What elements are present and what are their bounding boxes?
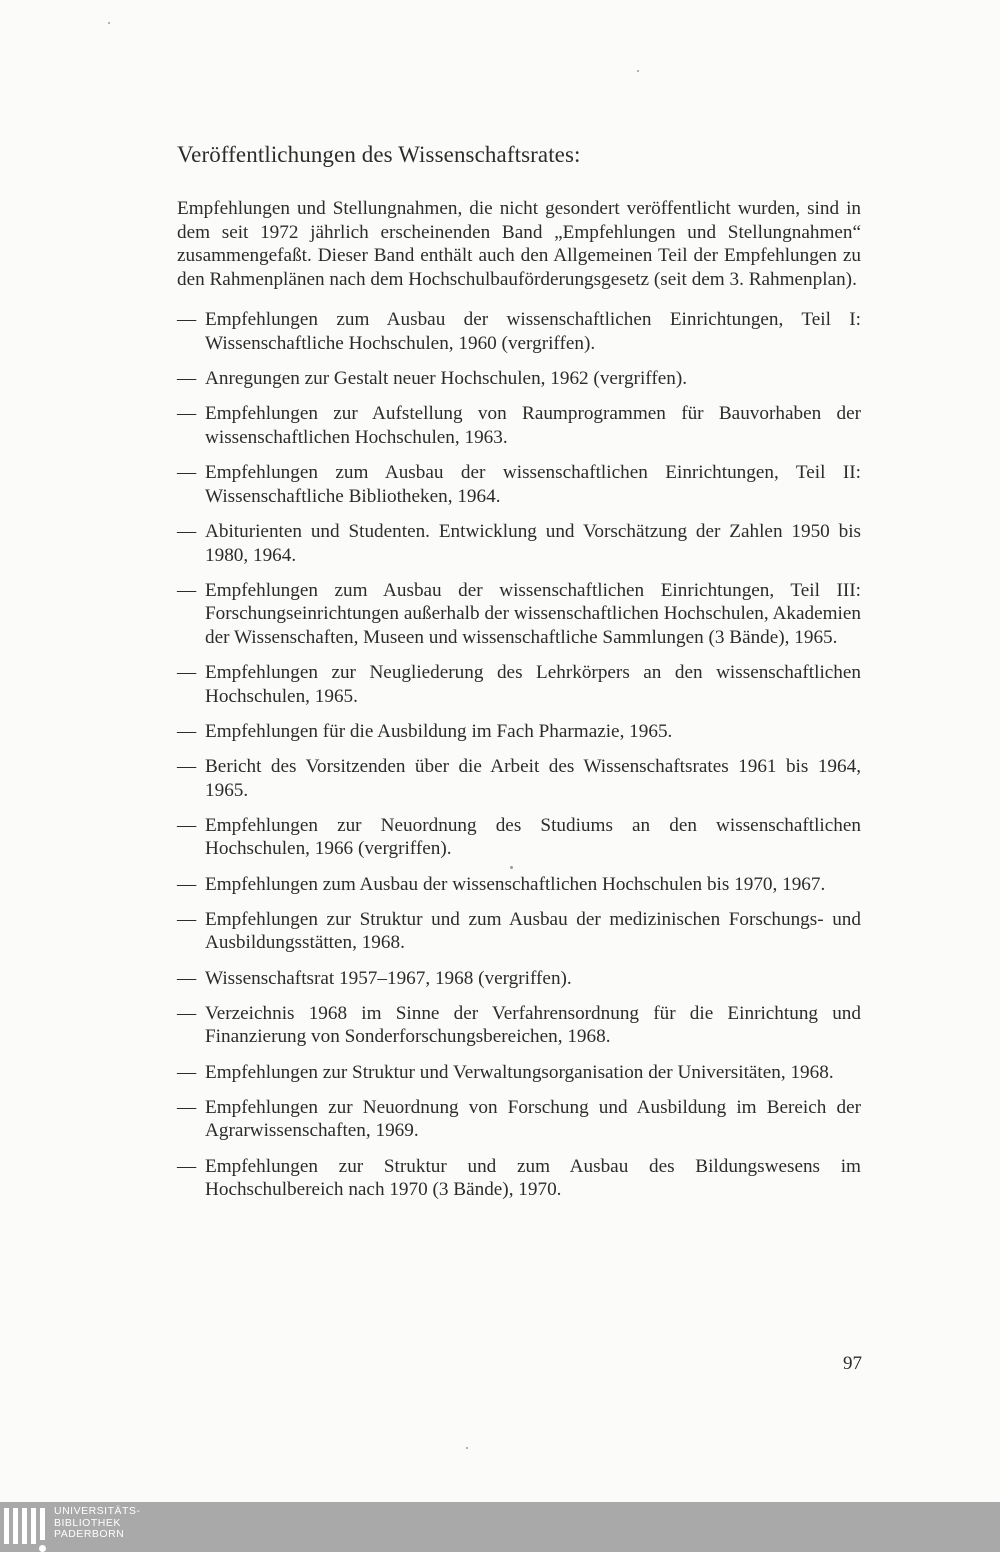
publication-text: Empfehlungen zum Ausbau der wissenschaftlichen Hochschulen bis 1970, 1967. <box>205 873 826 895</box>
publication-list <box>177 308 861 1201</box>
library-logo-text <box>54 1506 140 1541</box>
page-heading: Veröffentlichungen des Wissenschaftsrates: <box>177 142 581 167</box>
logo-line: PADERBORN <box>54 1528 125 1540</box>
publication-item <box>177 367 861 391</box>
library-logo <box>2 1502 140 1552</box>
list-dash: — <box>177 814 197 836</box>
list-dash: — <box>177 720 197 742</box>
list-dash: — <box>177 462 197 484</box>
logo-line: BIBLIOTHEK <box>54 1516 121 1529</box>
list-dash: — <box>177 873 197 895</box>
publication-item <box>177 579 861 650</box>
publication-item <box>177 720 861 744</box>
list-dash: — <box>177 1061 197 1083</box>
publication-text: Verzeichnis 1968 im Sinne der Verfahrensordnung für die Einrichtung und Finanzierung von Sonderforschungsbereichen, 1968. <box>205 1002 861 1048</box>
scan-speck <box>108 22 110 24</box>
publication-text: Empfehlungen zur Struktur und zum Ausbau des Bildungswesens im Hochschulbereich nach 1970 (3 Bände), 1970. <box>205 1155 861 1201</box>
list-dash: — <box>177 1155 197 1177</box>
list-dash: — <box>177 309 197 331</box>
publication-item <box>177 308 861 355</box>
publication-text: Empfehlungen zur Struktur und Verwaltungsorganisation der Universitäten, 1968. <box>205 1061 834 1083</box>
library-footer <box>0 1502 1000 1552</box>
publication-text: Empfehlungen zur Struktur und zum Ausbau der medizinischen Forschungs- und Ausbildungsstätten, 1968. <box>205 908 861 954</box>
publication-item <box>177 1002 861 1049</box>
list-dash: — <box>177 908 197 930</box>
publication-item <box>177 661 861 708</box>
publication-item <box>177 1096 861 1143</box>
publication-item <box>177 908 861 955</box>
scan-speck <box>466 1447 468 1449</box>
logo-line: UNIVERSITÄTS- <box>54 1505 141 1517</box>
intro-paragraph: Empfehlungen und Stellungnahmen, die nicht gesondert veröffentlicht wurden, sind in dem seit 1972 jährlich erscheinenden Band „Empfehlungen und Stellungnahmen“ zusammengefaßt. Dieser Band enthält auch den Allgemeinen Teil der Empfehlungen zu den Rahmenplänen nach dem Hochschulbauförderungsgesetz (seit dem 3. Rahmenplan). <box>177 198 861 290</box>
list-dash: — <box>177 1096 197 1118</box>
list-dash: — <box>177 403 197 425</box>
publication-item <box>177 873 861 897</box>
publication-text: Empfehlungen zum Ausbau der wissenschaftlichen Einrichtungen, Teil I: Wissenschaftliche Hochschulen, 1960 (vergriffen). <box>205 309 861 354</box>
page-number: 97 <box>843 1353 862 1374</box>
publication-text: Empfehlungen zur Neuordnung des Studiums an den wissenschaftlichen Hochschulen, 1966 (vergriffen). <box>205 814 861 860</box>
publication-item <box>177 755 861 802</box>
library-logo-icon <box>2 1502 48 1552</box>
list-dash: — <box>177 967 197 989</box>
publication-item <box>177 1061 861 1085</box>
page-content <box>177 140 861 1213</box>
scan-speck <box>637 70 639 72</box>
publication-item <box>177 967 861 991</box>
publication-text: Wissenschaftsrat 1957–1967, 1968 (vergriffen). <box>205 967 572 989</box>
publication-text: Empfehlungen zum Ausbau der wissenschaftlichen Einrichtungen, Teil II: Wissenschaftliche Bibliotheken, 1964. <box>205 462 861 507</box>
publication-item <box>177 461 861 508</box>
publication-text: Empfehlungen für die Ausbildung im Fach Pharmazie, 1965. <box>205 720 673 742</box>
list-dash: — <box>177 756 197 778</box>
publication-text: Empfehlungen zur Neuordnung von Forschung und Ausbildung im Bereich der Agrarwissenschaften, 1969. <box>205 1096 861 1142</box>
publication-item <box>177 402 861 449</box>
publication-item <box>177 814 861 861</box>
list-dash: — <box>177 520 197 542</box>
publication-item <box>177 1155 861 1202</box>
publication-text: Anregungen zur Gestalt neuer Hochschulen, 1962 (vergriffen). <box>205 368 688 390</box>
publication-item <box>177 520 861 567</box>
publication-text: Bericht des Vorsitzenden über die Arbeit des Wissenschaftsrates 1961 bis 1964, 1965. <box>205 756 861 801</box>
publication-text: Abiturienten und Studenten. Entwicklung und Vorschätzung der Zahlen 1950 bis 1980, 1964. <box>205 520 861 566</box>
publication-text: Empfehlungen zur Neugliederung des Lehrkörpers an den wissenschaftlichen Hochschulen, 1965. <box>205 662 861 707</box>
list-dash: — <box>177 1002 197 1024</box>
list-dash: — <box>177 579 197 601</box>
list-dash: — <box>177 662 197 684</box>
list-dash: — <box>177 368 197 390</box>
publication-text: Empfehlungen zur Aufstellung von Raumprogrammen für Bauvorhaben der wissenschaftlichen Hochschulen, 1963. <box>205 403 861 448</box>
publication-text: Empfehlungen zum Ausbau der wissenschaftlichen Einrichtungen, Teil III: Forschungseinrichtungen außerhalb der wissenschaftlichen Hochschulen, Akademien der Wissenschaften, Museen und wissenschaftliche Sammlungen (3 Bände), 1965. <box>205 579 861 648</box>
